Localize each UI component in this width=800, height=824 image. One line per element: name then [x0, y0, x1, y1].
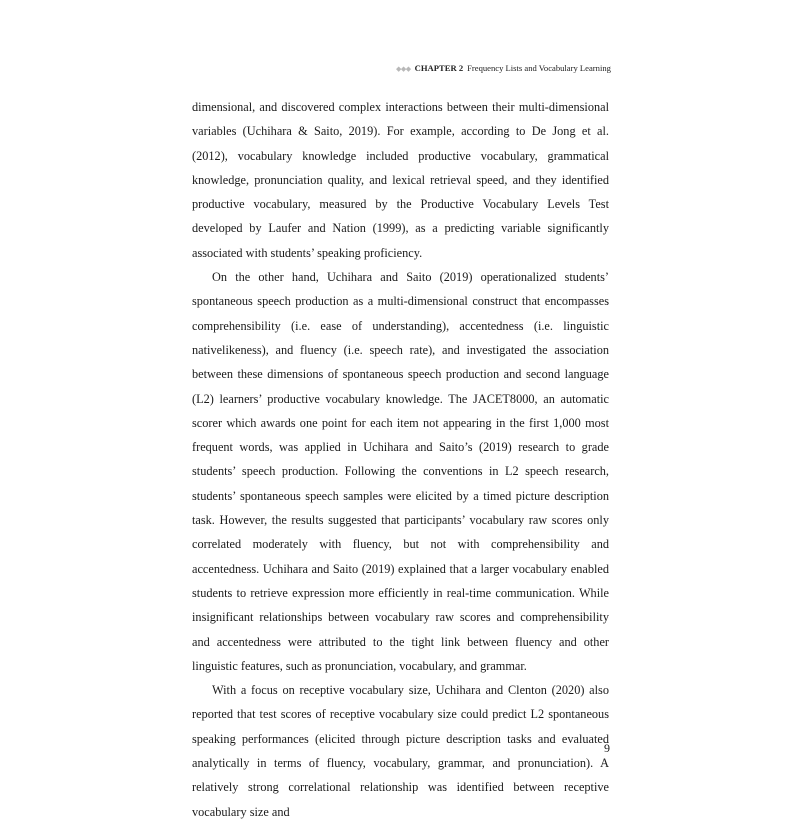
chapter-title: Frequency Lists and Vocabulary Learning [467, 63, 611, 73]
paragraph-2: On the other hand, Uchihara and Saito (2019) operationalized students’ spontaneous speech production as a multi-dimensional construct that encompasses comprehensibility (i.e. ease of understanding), accentedness (i.e. linguistic nativelikeness), and fluency (i.e. speech rate), and investigated the association between these dimensions of spontaneous speech production and second language (L2) learners’ productive vocabulary knowledge. The JACET8000, an automatic scorer which awards one point for each item not appearing in the first 1,000 most frequent words, was applied in Uchihara and Saito’s (2019) research to grade students’ speech production. Following the conventions in L2 speech research, students’ spontaneous speech samples were elicited by a timed picture description task. However, the results suggested that participants’ vocabulary raw scores only correlated moderately with fluency, but not with comprehensibility and accentedness. Uchihara and Saito (2019) explained that a larger vocabulary enabled students to retrieve expression more efficiently in real-time communication. While insignificant relationships between vocabulary raw scores and comprehensibility and accentedness were attributed to the tight link between fluency and other linguistic features, such as pronunciation, vocabulary, and grammar. [192, 270, 609, 673]
body-text [192, 95, 609, 824]
diamond-ornament-icon: ◆◆◆ [396, 64, 411, 73]
page-number: 9 [604, 741, 610, 755]
paragraph-3: With a focus on receptive vocabulary size, Uchihara and Clenton (2020) also reported that test scores of receptive vocabulary size could predict L2 spontaneous speaking performances (elicited through picture description tasks and evaluated analytically in terms of fluency, vocabulary, grammar, and pronunciation). A relatively strong correlational relationship was identified between receptive vocabulary size and [192, 683, 609, 819]
chapter-label: CHAPTER 2 [414, 63, 464, 73]
paragraph-1: dimensional, and discovered complex interactions between their multi-dimensional variables (Uchihara & Saito, 2019). For example, according to De Jong et al. (2012), vocabulary knowledge included productive vocabulary, grammatical knowledge, pronunciation quality, and lexical retrieval speed, and they identified productive vocabulary, measured by the Productive Vocabulary Levels Test developed by Laufer and Nation (1999), as a predicting variable significantly associated with students’ speaking proficiency. [192, 100, 609, 260]
running-header [396, 61, 610, 75]
